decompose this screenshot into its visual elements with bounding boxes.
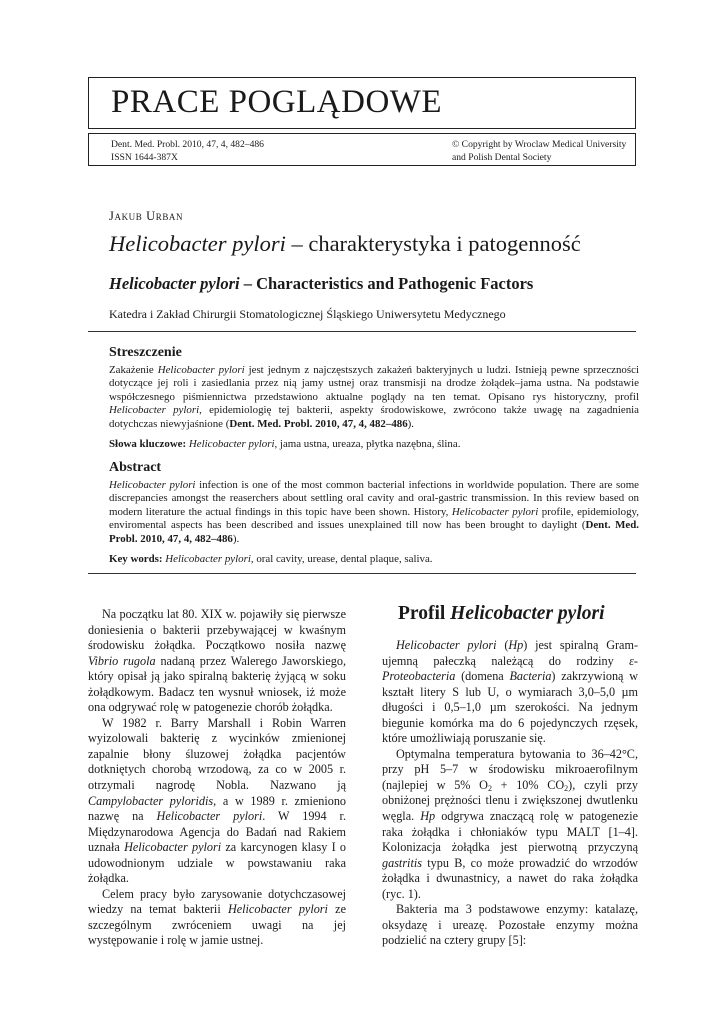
paragraph xyxy=(382,638,638,747)
abstract-heading: Abstract xyxy=(109,460,162,475)
text-run: , epidemiologię tej bakterii, aspekty środowiskowe, zwrócono także uwagę na zagadnienia dotychczas niewyjaśnione ( xyxy=(109,404,639,430)
citation-block xyxy=(111,138,264,164)
term: gastritis xyxy=(382,855,422,870)
body-right-column xyxy=(382,638,638,949)
text-run: infection is one of the most common bacterial infections in worldwide population. There are some discrepancies amongst the reaserchers about settling oral cavity and oral-gastric transmission. In this review based on modern literature the actual findings in this topic have been shown. History, xyxy=(109,479,640,518)
keywords-label: Słowa kluczowe: xyxy=(109,438,187,451)
text-run: jest jednym z najczęstszych zakażeń bakteryjnych u ludzi. Istnieją pewne sprzeczności dotyczące jej roli i zasiedlania przez nią jamy ustnej oraz transmisji na drodze żołądek–jama ustna. Na podstawie współczesnego piśmiennictwa przedstawiono aktualne poglądy na ten temat. Opisano rys historyczny, profil xyxy=(109,364,639,403)
heading-text: Profil xyxy=(398,603,451,624)
body-left-column xyxy=(88,607,346,949)
text-run: ), czyli przy obniżonej prężności tlenu i zwiększonej dwutlenku węgla. xyxy=(382,777,638,824)
streszczenie-text xyxy=(109,364,639,431)
text-run: Bakteria ma 3 podstawowe enzymy: katalazę, oksydazę i ureazę. Pozostałe enzymy można podzielić na cztery grupy [5]: xyxy=(382,902,638,948)
title-english-rest: – Characteristics and Pathogenic Factors xyxy=(239,274,534,293)
species-name: Helicobacter pylori xyxy=(109,479,196,491)
author: Jakub Urban xyxy=(109,209,184,223)
paragraph xyxy=(382,902,638,949)
paragraph xyxy=(88,887,346,949)
text-run: ) jest spiralną Gram-ujemną pałeczką należącą do rodziny xyxy=(382,638,639,668)
text-run: (domena xyxy=(455,669,510,684)
species-name: Helicobacter pylori xyxy=(156,809,263,824)
text-run: Na początku lat 80. XIX w. pojawiły się pierwsze doniesienia o bakterii przebywającej w kwaśnym środowisku żołądka. Początkowo nosiła nazwę xyxy=(88,607,346,653)
copyright-line-2: and Polish Dental Society xyxy=(452,152,552,163)
species-name: Helicobacter pylori xyxy=(109,404,200,417)
keywords-label: Key words: xyxy=(109,553,163,566)
copyright-block xyxy=(452,138,626,164)
species-name: Helicobacter pylori xyxy=(124,840,222,855)
species-name: Helicobacter pylori xyxy=(165,553,251,566)
text-run: Zakażenie xyxy=(109,364,158,376)
text-run: Optymalna temperatura bytowania to 36–42°C, przy pH 5–7 w środowisku mikroaerofilnym (najlepiej w 5% O xyxy=(382,746,638,792)
paragraph xyxy=(382,747,638,902)
affiliation: Katedra i Zakład Chirurgii Stomatologicznej Śląskiego Uniwersytetu Medycznego xyxy=(109,307,506,321)
keywords-en xyxy=(109,553,639,566)
divider-bottom xyxy=(88,573,636,574)
issn: ISSN 1644-387X xyxy=(111,152,178,163)
keywords-list: , oral cavity, urease, dental plaque, saliva. xyxy=(250,553,433,566)
text-run: ( xyxy=(496,638,509,652)
citation: Dent. Med. Probl. 2010, 47, 4, 482–486 xyxy=(111,139,264,150)
streszczenie-heading: Streszczenie xyxy=(109,345,182,360)
keywords-pl xyxy=(109,438,639,451)
subscript: 2 xyxy=(487,783,492,793)
title-english-species: Helicobacter pylori xyxy=(109,274,240,293)
text-run: + 10% CO xyxy=(491,777,565,792)
journal-meta-box xyxy=(88,133,636,166)
abbreviation: Hp xyxy=(508,638,524,652)
abstract-section xyxy=(109,460,639,566)
text-run: ) zakrzywioną w kształt litery S lub U, o wymiarach 3,0–5,0 µm długości i 0,5–1,0 µm szerokości. Na jednym biegunie komórka ma do 6 pojedynczych rzęsek, które umożliwiają poruszanie się. xyxy=(382,669,639,746)
title-english xyxy=(109,274,533,294)
species-name: Campylobacter pyloridis xyxy=(88,793,214,808)
section-heading-profile xyxy=(398,603,605,625)
title-polish-rest: – charakterystyka i patogenność xyxy=(285,231,581,256)
section-title-box xyxy=(88,77,636,129)
streszczenie-section xyxy=(109,345,639,451)
section-title: PRACE POGLĄDOWE xyxy=(111,84,443,120)
species-name: Helicobacter pylori xyxy=(188,438,275,451)
taxon-name: Bacteria xyxy=(509,669,552,684)
species-name: Helicobacter pylori xyxy=(450,603,605,624)
text-run: za karcynogen klasy I o udowodnionym udziale w powstawaniu raka żołądka. xyxy=(88,840,347,886)
text-run: ). xyxy=(407,417,415,430)
title-polish xyxy=(109,231,581,257)
abstract-text xyxy=(109,479,639,546)
title-polish-species: Helicobacter pylori xyxy=(109,231,286,256)
subscript: 2 xyxy=(564,783,569,793)
text-run: ). xyxy=(232,532,240,545)
text-run: odgrywa znaczącą rolę w patogenezie raka żołądka i chłoniaków typu MALT [1–4]. Kolonizacja żołądka jest pierwotną przyczyną xyxy=(382,809,638,855)
text-run: nadaną przez Walerego Jaworskiego, który opisał ją jako spiralną bakterię żyjącą w soku żołądkowym. Badacz ten wysnuł wniosek, iż może ona odgrywać rolę w patogenezie chorób żołądka. xyxy=(88,653,346,715)
citation-ref: Dent. Med. Probl. 2010, 47, 4, 482–486 xyxy=(229,417,408,430)
text-run: profile, epidemiology, enviromental aspects has been described and issues unexplained till now has been brought to daylight ( xyxy=(109,505,639,532)
species-name: Helicobacter pylori xyxy=(227,902,328,917)
abbreviation: Hp xyxy=(420,809,436,824)
species-name: Helicobacter pylori xyxy=(157,364,245,376)
text-run: ze szczególnym zwróceniem uwagi na jej występowanie i rolę w jamie ustnej. xyxy=(88,902,346,948)
paragraph xyxy=(88,607,346,716)
keywords-list: , jama ustna, ureaza, płytka nazębna, ślina. xyxy=(274,438,461,451)
copyright-line-1: © Copyright by Wroclaw Medical University xyxy=(452,139,627,150)
text-run: typu B, co może prowadzić do wrzodów żołądka i dwunastnicy, a nawet do raka żołądka (ryc. 1). xyxy=(382,855,638,901)
text-run: . W 1994 r. Międzynarodowa Agencja do Badań nad Rakiem uznała xyxy=(88,809,346,855)
taxon-name: ε-Proteobacteria xyxy=(382,653,638,684)
species-name: Helicobacter pylori xyxy=(396,638,497,652)
species-name: Vibrio rugola xyxy=(88,653,156,668)
citation-ref: Dent. Med. Probl. 2010, 47, 4, 482–486 xyxy=(109,519,639,545)
text-run: W 1982 r. Barry Marshall i Robin Warren wyizolowali bakterię z wycinków zmienionej zapalnie błony śluzowej żołądka pacjentów dotkniętych chorobą wrzodową, za co w 2005 r. otrzymali nagrodę Nobla. Nazwano ją xyxy=(88,715,346,793)
paragraph xyxy=(88,716,346,887)
text-run: , a w 1989 r. zmieniono nazwę na xyxy=(88,793,347,824)
species-name: Helicobacter pylori xyxy=(451,505,539,518)
divider-top xyxy=(88,331,636,332)
text-run: Celem pracy było zarysowanie dotychczasowej wiedzy na temat bakterii xyxy=(88,886,346,917)
